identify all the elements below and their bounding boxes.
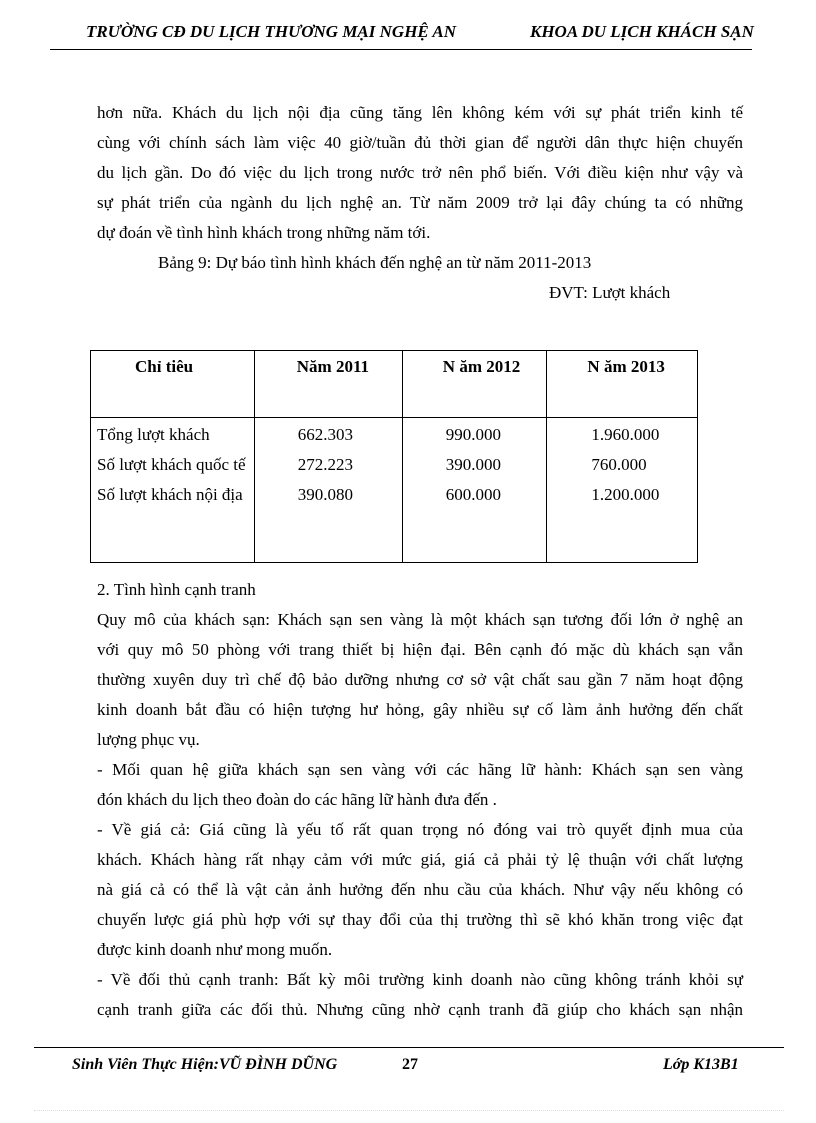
paragraph-line: lượng phục vụ. bbox=[97, 730, 200, 749]
column-header: N ăm 2012 bbox=[402, 351, 547, 418]
paragraph-line: du lịch gần. Do đó việc du lịch trong nước trở nên phổ biến. Với điều kiện như vậy và bbox=[97, 163, 743, 182]
table-cell: 760.000 bbox=[591, 455, 647, 474]
column-header: N ăm 2013 bbox=[547, 351, 698, 418]
table-cell: Tổng lượt khách bbox=[97, 425, 210, 444]
paragraph-line: chuyến lược giá phù hợp với sự thay đổi của thị trường thì sẽ khó khăn trong việc đạt bbox=[97, 910, 743, 929]
table-cell: 272.223 bbox=[297, 455, 354, 474]
paragraph-line: với quy mô 50 phòng với trang thiết bị hiện đại. Bên cạnh đó mặc dù khách sạn vẫn bbox=[97, 640, 743, 659]
table-cell: 1.200.000 bbox=[591, 485, 660, 504]
table-cell: Số lượt khách quốc tế bbox=[97, 455, 246, 474]
paragraph-line: hơn nữa. Khách du lịch nội địa cũng tăng lên không kém với sự phát triển kinh tế bbox=[97, 103, 743, 122]
paragraph-line: đón khách du lịch theo đoàn do các hãng lữ hành đưa đến . bbox=[97, 790, 497, 809]
paragraph-line: khách. Khách hàng rất nhạy cảm với mức giá, giá cả phải tỷ lệ thuận với chất lượng bbox=[97, 850, 743, 869]
paragraph-line: nà giá cả có thể là vật cản ảnh hưởng đến nhu cầu của khách. Như vậy nếu không có bbox=[97, 880, 743, 899]
year-2013-cell bbox=[547, 418, 698, 563]
table-body-row bbox=[91, 418, 698, 563]
paragraph-line: Quy mô của khách sạn: Khách sạn sen vàng là một khách sạn tương đối lớn ở nghệ an bbox=[97, 610, 743, 629]
table-cell: 990.000 bbox=[445, 425, 502, 444]
table-header-row bbox=[91, 351, 698, 418]
year-2012-cell bbox=[402, 418, 547, 563]
table-cell: 1.960.000 bbox=[591, 425, 660, 444]
paragraph-line: được kinh doanh như mong muốn. bbox=[97, 940, 333, 959]
paragraph-line: cùng với chính sách làm việc 40 giờ/tuần đủ thời gian để người dân thực hiện chuyến bbox=[97, 133, 743, 152]
paragraph-line: sự phát triển của ngành du lịch nghệ an. Từ năm 2009 trở lại đây chúng ta có những bbox=[97, 193, 743, 212]
column-header: Năm 2011 bbox=[254, 351, 402, 418]
forecast-table bbox=[90, 350, 698, 563]
page-bottom-border bbox=[34, 1110, 784, 1111]
table-cell: 600.000 bbox=[445, 485, 502, 504]
header-faculty-name: KHOA DU LỊCH KHÁCH SẠN bbox=[530, 22, 754, 41]
paragraph-line: - Mối quan hệ giữa khách sạn sen vàng với các hãng lữ hành: Khách sạn sen vàng bbox=[97, 760, 743, 779]
paragraph-line: thường xuyên duy trì chế độ bảo dưỡng nhưng cơ sở vật chất sau gần 7 năm hoạt động bbox=[97, 670, 743, 689]
table-cell: 390.080 bbox=[297, 485, 354, 504]
table-caption: Bảng 9: Dự báo tình hình khách đến nghệ an từ năm 2011-2013 bbox=[158, 253, 592, 272]
footer-divider bbox=[34, 1047, 784, 1048]
header-divider bbox=[50, 49, 752, 50]
paragraph-line: dự đoán về tình hình khách trong những năm tới. bbox=[97, 223, 431, 242]
table-cell: 390.000 bbox=[445, 455, 502, 474]
year-2011-cell bbox=[254, 418, 402, 563]
indicator-cell bbox=[91, 418, 255, 563]
column-header: Chỉ tiêu bbox=[91, 351, 255, 418]
table-cell: Số lượt khách nội địa bbox=[97, 485, 243, 504]
footer-class: Lớp K13B1 bbox=[663, 1056, 739, 1073]
table-unit: ĐVT: Lượt khách bbox=[549, 283, 671, 302]
footer-student: Sinh Viên Thực Hiện:VŨ ĐÌNH DŨNG bbox=[72, 1056, 338, 1073]
section-title: 2. Tình hình cạnh tranh bbox=[97, 580, 256, 599]
page-number: 27 bbox=[402, 1056, 418, 1073]
table-cell: 662.303 bbox=[297, 425, 354, 444]
paragraph-line: - Về đối thủ cạnh tranh: Bất kỳ môi trường kinh doanh nào cũng không tránh khỏi sự bbox=[97, 970, 743, 989]
header-school-name: TRƯỜNG CĐ DU LỊCH THƯƠNG MẠI NGHỆ AN bbox=[86, 22, 456, 41]
paragraph-line: kinh doanh bắt đầu có hiện tượng hư hỏng, gây nhiều sự cố làm ảnh hưởng đến chất bbox=[97, 700, 743, 719]
paragraph-line: - Về giá cả: Giá cũng là yếu tố rất quan trọng nó đóng vai trò quyết định mua của bbox=[97, 820, 743, 839]
paragraph-line: cạnh tranh giữa các đối thủ. Nhưng cũng nhờ cạnh tranh đã giúp cho khách sạn nhận bbox=[97, 1000, 743, 1019]
